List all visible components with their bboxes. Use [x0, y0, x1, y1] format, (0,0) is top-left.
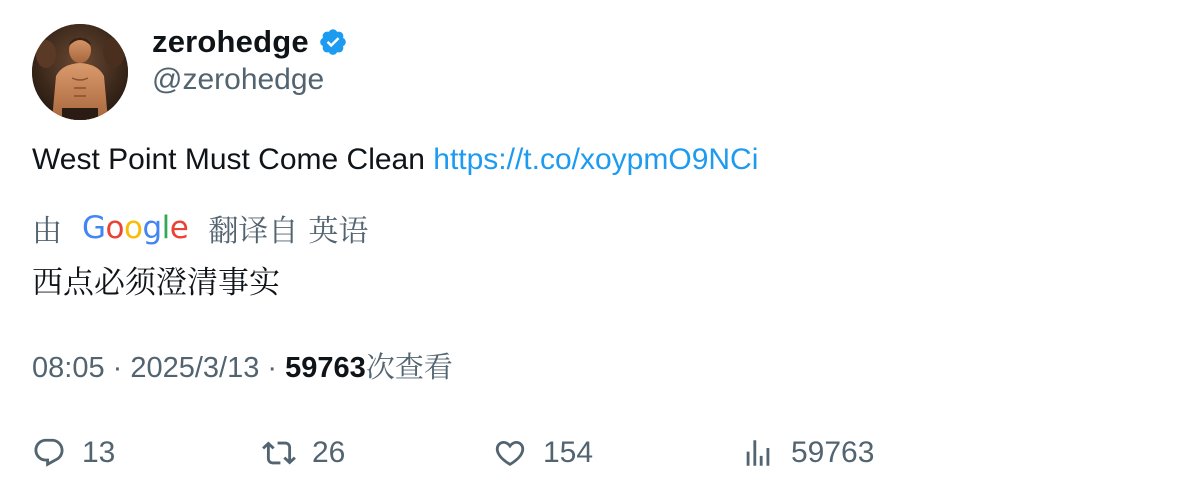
verified-badge-icon	[318, 27, 348, 57]
views-label: 次查看	[365, 352, 453, 384]
avatar[interactable]	[32, 24, 128, 120]
action-bar	[0, 432, 1196, 474]
author-handle[interactable]: @zerohedge	[152, 63, 325, 96]
translation-attribution	[32, 209, 368, 247]
like-button[interactable]	[493, 432, 593, 474]
reply-count: 13	[82, 436, 116, 469]
author-name-row[interactable]	[152, 22, 348, 62]
heart-icon	[493, 436, 527, 470]
google-logo-icon[interactable]: G o o g l e	[82, 210, 189, 246]
tweet-date[interactable]: 2025/3/13	[130, 352, 260, 384]
views-chart-icon	[741, 436, 775, 470]
meta-separator: ·	[104, 352, 131, 384]
retweet-icon	[262, 436, 296, 470]
tweet-text-body: West Point Must Come Clean	[32, 143, 434, 176]
views-count: 59763	[285, 352, 366, 384]
like-count: 154	[543, 436, 594, 469]
retweet-count: 26	[312, 436, 346, 469]
translation-source-language: 英语	[308, 215, 369, 248]
tweet-meta	[32, 345, 453, 386]
tweet-time[interactable]: 08:05	[32, 352, 105, 384]
translation-prefix: 由	[32, 215, 62, 248]
translation-suffix: 翻译自	[208, 215, 299, 248]
author-display-name[interactable]: zerohedge	[152, 24, 309, 59]
views-count-action: 59763	[791, 436, 875, 469]
tweet-text	[32, 143, 758, 177]
retweet-button[interactable]	[262, 432, 345, 474]
tweet-link[interactable]: https://t.co/xoypmO9NCi	[433, 143, 759, 176]
avatar-image	[32, 24, 128, 120]
reply-button[interactable]	[32, 432, 115, 474]
views-button[interactable]	[741, 432, 874, 474]
reply-icon	[32, 436, 66, 470]
translated-text: 西点必须澄清事实	[32, 265, 280, 300]
meta-separator-2: ·	[259, 352, 286, 384]
